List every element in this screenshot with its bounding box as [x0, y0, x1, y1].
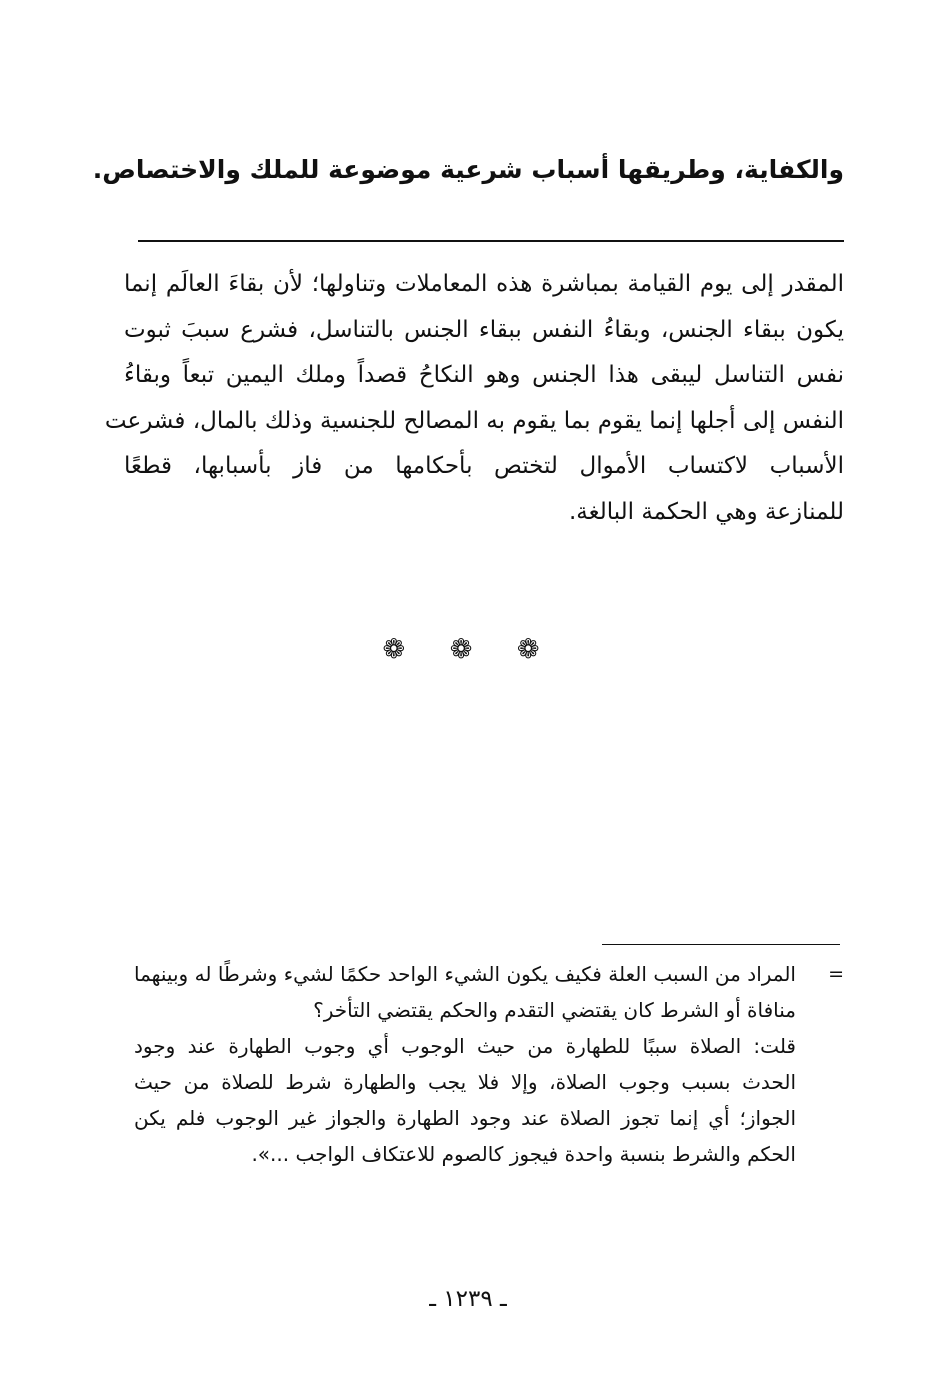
footnote-line: قلت: الصلاة سببًا للطهارة من حيث الوجوب أي وجوب الطهارة عند وجود	[134, 1034, 796, 1058]
footnote-line: الجواز؛ أي إنما تجوز الصلاة عند وجود الطهارة والجواز غير الوجوب فلم يكن	[134, 1106, 796, 1130]
footnote-row	[96, 956, 844, 992]
upper-note-paragraph	[104, 262, 844, 535]
footnote-line: منافاة أو الشرط كان يقتضي التقدم والحكم يقتضي التأخر؟	[313, 998, 796, 1022]
footnote-row	[96, 1100, 844, 1136]
upper-note-line: يكون ببقاء الجنس، وبقاءُ النفس ببقاء الجنس بالتناسل، فشرع سببَ ثبوت	[124, 316, 844, 343]
upper-note-line: المقدر إلى يوم القيامة بمباشرة هذه المعاملات وتناولها؛ لأن بقاءَ العالَم إنما	[124, 271, 844, 297]
footnote-divider	[602, 944, 840, 945]
section-separator-ornaments	[0, 634, 936, 666]
flower-ornament-icon: ❁	[449, 634, 487, 665]
upper-note-line: النفس إلى أجلها إنما يقوم بما يقوم به المصالح للجنسية وذلك بالمال، فشرعت	[104, 407, 844, 434]
footnote-row	[96, 1136, 844, 1172]
main-text-paragraph: والكفاية، وطريقها أسباب شرعية موضوعة للملك والاختصاص.	[92, 155, 844, 184]
footnote-block	[96, 956, 844, 1172]
footnote-line: الحدث بسبب وجوب الصلاة، وإلا فلا يجب والطهارة شرط للصلاة من حيث	[134, 1070, 796, 1094]
upper-note-line: نفس التناسل ليبقى هذا الجنس وهو النكاحُ قصداً وملك اليمين تبعاً وبقاءُ	[124, 362, 844, 388]
top-note-divider	[138, 240, 844, 242]
flower-ornament-icon: ❁	[382, 634, 420, 665]
page-number: ـ ١٢٣٩ ـ	[429, 1286, 507, 1312]
footnote-row	[96, 1064, 844, 1100]
footnote-line: المراد من السبب العلة فكيف يكون الشيء الواحد حكمًا لشيء وشرطًا له وبينهما	[134, 962, 796, 986]
footnote-row	[96, 992, 844, 1028]
footnote-continuation-marker: =	[828, 963, 844, 985]
upper-note-line: للمنازعة وهي الحكمة البالغة.	[568, 498, 844, 525]
upper-note-line: الأسباب لاكتساب الأموال لتختص بأحكامها من فاز بأسبابها، قطعًا	[124, 453, 844, 479]
flower-ornament-icon: ❁	[516, 634, 554, 665]
footnote-row	[96, 1028, 844, 1064]
footnote-line: الحكم والشرط بنسبة واحدة فيجوز كالصوم للاعتكاف الواجب ...».	[251, 1142, 796, 1166]
